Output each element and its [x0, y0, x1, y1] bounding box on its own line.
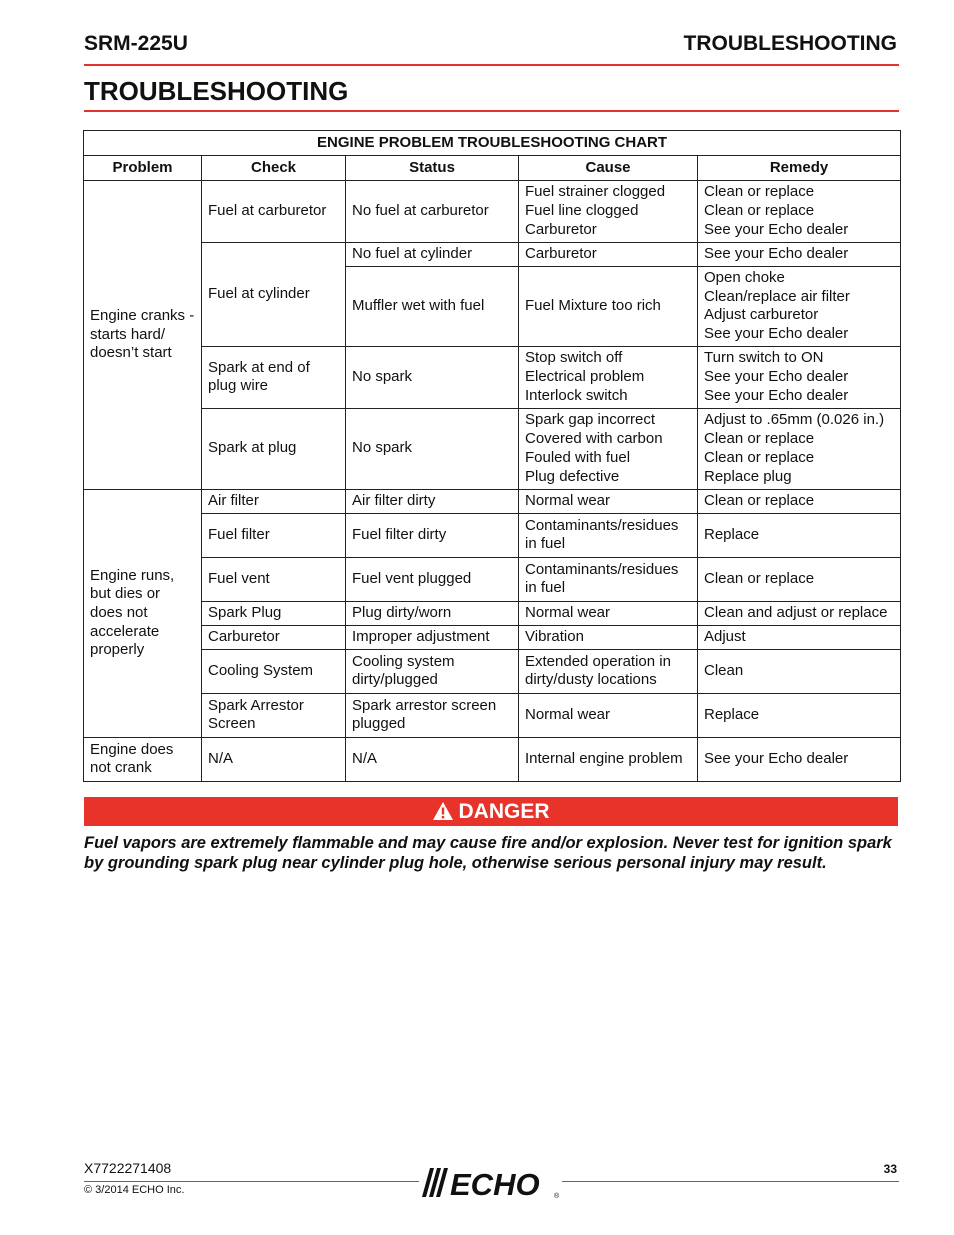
- remedy-cell: Replace: [698, 513, 901, 557]
- remedy-cell: Turn switch to ON See your Echo dealer See your Echo dealer: [698, 346, 901, 408]
- table-row: [84, 557, 901, 601]
- page-number: 33: [883, 1162, 897, 1176]
- cause-cell: Normal wear: [519, 489, 698, 513]
- table-row: [84, 489, 901, 513]
- column-headers: [84, 156, 901, 181]
- check-cell: Spark Arrestor Screen: [202, 693, 346, 737]
- check-cell: N/A: [202, 737, 346, 781]
- status-cell: Spark arrestor screen plugged: [346, 693, 519, 737]
- status-cell: N/A: [346, 737, 519, 781]
- warning-triangle-icon: [432, 801, 454, 821]
- status-cell: Improper adjustment: [346, 625, 519, 649]
- cause-cell: Contaminants/residues in fuel: [519, 557, 698, 601]
- table-row: [84, 693, 901, 737]
- status-cell: Cooling system dirty/plugged: [346, 649, 519, 693]
- remedy-cell: See your Echo dealer: [698, 243, 901, 267]
- check-cell: Fuel at cylinder: [202, 243, 346, 347]
- check-cell: Fuel filter: [202, 513, 346, 557]
- remedy-cell: Clean or replace: [698, 557, 901, 601]
- table-row: [84, 181, 901, 243]
- cause-cell: Normal wear: [519, 693, 698, 737]
- remedy-cell: Clean or replace: [698, 489, 901, 513]
- check-cell: Spark Plug: [202, 601, 346, 625]
- header-rule: [84, 64, 899, 66]
- table-row: [84, 649, 901, 693]
- document-number: X7722271408: [84, 1160, 172, 1176]
- table-row: [84, 346, 901, 408]
- table-row: [84, 625, 901, 649]
- column-header-cause: Cause: [519, 156, 698, 181]
- remedy-cell: Adjust: [698, 625, 901, 649]
- cause-cell: Normal wear: [519, 601, 698, 625]
- column-header-status: Status: [346, 156, 519, 181]
- table-row: [84, 737, 901, 781]
- copyright: © 3/2014 ECHO Inc.: [84, 1184, 185, 1196]
- remedy-cell: See your Echo dealer: [698, 737, 901, 781]
- footer-rule-right: [562, 1181, 899, 1182]
- remedy-cell: Open choke Clean/replace air filter Adjust carburetor See your Echo dealer: [698, 267, 901, 347]
- status-cell: Plug dirty/worn: [346, 601, 519, 625]
- remedy-cell: Replace: [698, 693, 901, 737]
- column-header-problem: Problem: [84, 156, 202, 181]
- check-cell: Spark at end of plug wire: [202, 346, 346, 408]
- status-cell: Fuel vent plugged: [346, 557, 519, 601]
- cause-cell: Vibration: [519, 625, 698, 649]
- chart-body: [84, 181, 901, 782]
- svg-text:®: ®: [554, 1193, 560, 1200]
- check-cell: Carburetor: [202, 625, 346, 649]
- danger-label: DANGER: [458, 800, 550, 823]
- column-header-check: Check: [202, 156, 346, 181]
- chart-title: ENGINE PROBLEM TROUBLESHOOTING CHART: [84, 131, 901, 156]
- header-section: TROUBLESHOOTING: [683, 32, 897, 55]
- remedy-cell: Clean: [698, 649, 901, 693]
- danger-text: Fuel vapors are extremely flammable and may cause fire and/or explosion. Never test for ignition spark by grounding spark plug near cylinder plug hole, otherwise serious personal injury may result.: [84, 834, 892, 872]
- status-cell: Muffler wet with fuel: [346, 267, 519, 347]
- status-cell: No spark: [346, 408, 519, 489]
- check-cell: Fuel vent: [202, 557, 346, 601]
- table-row: [84, 408, 901, 489]
- logo-text: ECHO: [450, 1167, 540, 1200]
- cause-cell: Spark gap incorrect Covered with carbon Fouled with fuel Plug defective: [519, 408, 698, 489]
- column-header-remedy: Remedy: [698, 156, 901, 181]
- footer-rule-left: [84, 1181, 419, 1182]
- status-cell: Air filter dirty: [346, 489, 519, 513]
- cause-cell: Fuel Mixture too rich: [519, 267, 698, 347]
- cause-cell: Stop switch off Electrical problem Interlock switch: [519, 346, 698, 408]
- table-row: [84, 601, 901, 625]
- status-cell: No fuel at carburetor: [346, 181, 519, 243]
- problem-cell: Engine cranks - starts hard/ doesn’t start: [84, 181, 202, 490]
- status-cell: Fuel filter dirty: [346, 513, 519, 557]
- status-cell: No fuel at cylinder: [346, 243, 519, 267]
- remedy-cell: Clean or replace Clean or replace See your Echo dealer: [698, 181, 901, 243]
- check-cell: Spark at plug: [202, 408, 346, 489]
- cause-cell: Carburetor: [519, 243, 698, 267]
- header-model: SRM-225U: [84, 32, 188, 55]
- table-row: [84, 243, 901, 267]
- problem-cell: Engine runs, but dies or does not accelerate properly: [84, 489, 202, 737]
- page-title: TROUBLESHOOTING: [84, 76, 349, 106]
- check-cell: Cooling System: [202, 649, 346, 693]
- problem-cell: Engine does not crank: [84, 737, 202, 781]
- cause-cell: Extended operation in dirty/dusty locations: [519, 649, 698, 693]
- cause-cell: Fuel strainer clogged Fuel line clogged Carburetor: [519, 181, 698, 243]
- troubleshooting-table: [83, 130, 901, 782]
- echo-logo: [420, 1166, 562, 1200]
- check-cell: Air filter: [202, 489, 346, 513]
- remedy-cell: Clean and adjust or replace: [698, 601, 901, 625]
- remedy-cell: Adjust to .65mm (0.026 in.) Clean or replace Clean or replace Replace plug: [698, 408, 901, 489]
- check-cell: Fuel at carburetor: [202, 181, 346, 243]
- title-rule: [84, 110, 899, 112]
- cause-cell: Internal engine problem: [519, 737, 698, 781]
- danger-banner: [84, 797, 898, 826]
- cause-cell: Contaminants/residues in fuel: [519, 513, 698, 557]
- table-row: [84, 513, 901, 557]
- status-cell: No spark: [346, 346, 519, 408]
